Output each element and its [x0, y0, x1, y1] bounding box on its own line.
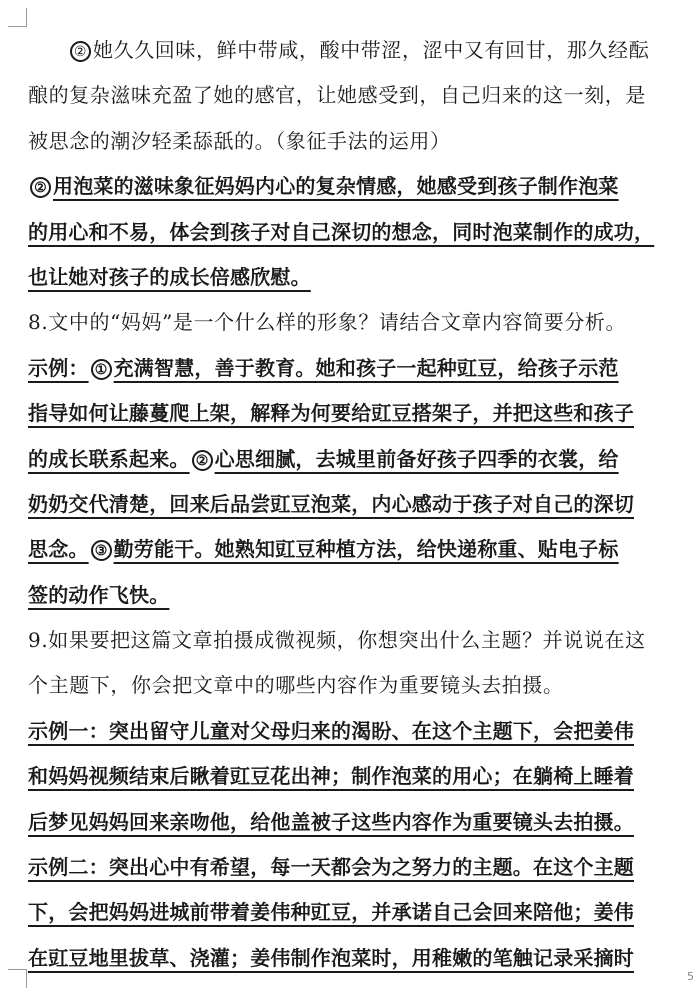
answer-line: 签的动作飞快。: [28, 582, 170, 607]
question-9: 个主题下，你会把文章中的哪些内容作为重要镜头去拍摄。: [28, 673, 564, 698]
circled-number: ②: [192, 450, 213, 471]
answer-line: 奶奶交代清楚，回来后品尝豇豆泡菜，内心感动于孩子对自己的深切: [28, 491, 634, 516]
answer-line: 示例： ① 充满智慧，善于教育。她和孩子一起种豇豆，给孩子示范: [28, 355, 619, 380]
page-number: 5: [687, 970, 694, 983]
answer-line: 后梦见妈妈回来亲吻他，给他盖被子这些内容作为重要镜头去拍摄。: [28, 809, 634, 834]
passage-line: 被思念的潮汐轻柔舔舐的。（象征手法的运用）: [28, 128, 451, 153]
document-body: [28, 28, 668, 981]
answer-line: 的用心和不易，体会到孩子对自己深切的想念，同时泡菜制作的成功，: [28, 219, 655, 244]
circled-number: ③: [91, 540, 112, 561]
question-8: 8.文中的“妈妈”是一个什么样的形象？请结合文章内容简要分析。: [28, 310, 627, 335]
passage-line: ② 她久久回味，鲜中带咸，酸中带涩，涩中又有回甘，那久经酝: [28, 28, 668, 73]
answer-line: ② 用泡菜的滋味象征妈妈内心的复杂情感，她感受到孩子制作泡菜: [28, 164, 668, 209]
answer-line: 也让她对孩子的成长倍感欣慰。: [28, 264, 311, 289]
circled-number: ②: [70, 41, 91, 62]
answer-line: 的成长联系起来。 ② 心思细腻，去城里前备好孩子四季的衣裳，给: [28, 446, 619, 471]
answer-line: 思念。 ③ 勤劳能干。她熟知豇豆种植方法，给快递称重、贴电子标: [28, 537, 619, 562]
answer-line: 和妈妈视频结束后瞅着豇豆花出神；制作泡菜的用心；在躺椅上睡着: [28, 764, 634, 789]
circled-number: ①: [91, 359, 112, 380]
crop-mark-bottom-left: [8, 969, 27, 988]
answer-line: 示例一：突出留守儿童对父母归来的渴盼、在这个主题下，会把姜伟: [28, 718, 634, 743]
crop-mark-top-left: [8, 8, 27, 27]
question-9: 9.如果要把这篇文章拍摄成微视频，你想突出什么主题？并说说在这: [28, 628, 646, 653]
passage-line: 酿的复杂滋味充盈了她的感官，让她感受到，自己归来的这一刻，是: [28, 83, 646, 108]
answer-line: 指导如何让藤蔓爬上架，解释为何要给豇豆搭架子，并把这些和孩子: [28, 401, 634, 426]
answer-line: 在豇豆地里拔草、浇灌；姜伟制作泡菜时，用稚嫩的笔触记录采摘时: [28, 945, 634, 970]
answer-line: 下，会把妈妈进城前带着姜伟种豇豆，并承诺自己会回来陪他；姜伟: [28, 900, 634, 925]
answer-line: 示例二：突出心中有希望，每一天都会为之努力的主题。在这个主题: [28, 855, 634, 880]
circled-number: ②: [30, 177, 51, 198]
